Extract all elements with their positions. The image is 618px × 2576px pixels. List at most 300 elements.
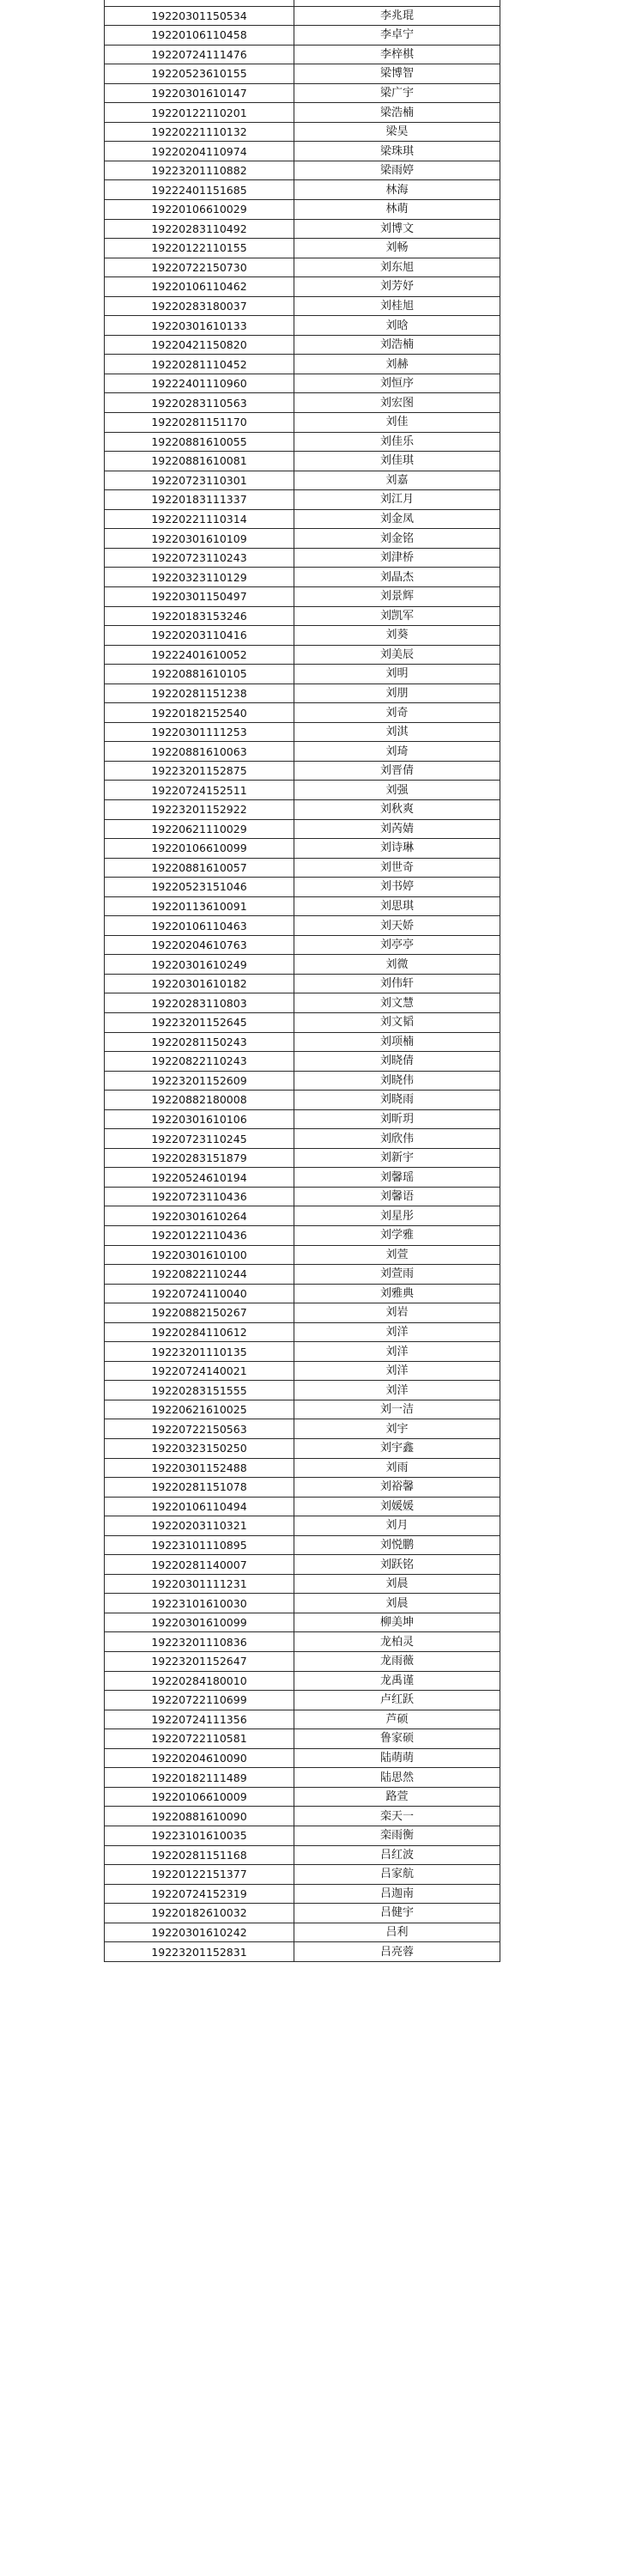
student-id-cell: 19220183153246 <box>105 606 294 626</box>
student-name-cell: 刘晓倩 <box>294 1052 500 1072</box>
table-row <box>105 1168 500 1188</box>
student-name-cell: 陆思然 <box>294 1768 500 1788</box>
table-row <box>105 665 500 684</box>
table-row <box>105 896 500 916</box>
student-name-cell: 刘金铭 <box>294 529 500 549</box>
student-id-cell: 19220106110463 <box>105 916 294 936</box>
table-row <box>105 1071 500 1091</box>
student-id-cell: 19220284180010 <box>105 1671 294 1691</box>
table-row <box>105 1400 500 1419</box>
table-row <box>105 1904 500 1923</box>
table-row <box>105 722 500 742</box>
student-id-cell: 19220301610100 <box>105 1245 294 1265</box>
student-name-cell: 林海 <box>294 180 500 200</box>
table-row <box>105 1884 500 1904</box>
student-name-cell: 刘跃铭 <box>294 1555 500 1575</box>
student-id-cell: 19220122110155 <box>105 239 294 258</box>
student-name-cell: 刘亭亭 <box>294 935 500 955</box>
table-row <box>105 1942 500 1962</box>
student-id-cell: 19220283151555 <box>105 1381 294 1400</box>
student-id-cell: 19220183111337 <box>105 490 294 510</box>
student-name-cell: 龙禹谨 <box>294 1671 500 1691</box>
student-name-cell: 刘天娇 <box>294 916 500 936</box>
student-name-cell: 刘嘉 <box>294 471 500 490</box>
student-id-cell: 19220283110803 <box>105 993 294 1013</box>
student-name-cell: 刘芮婧 <box>294 819 500 839</box>
student-id-cell: 19220621610025 <box>105 1400 294 1419</box>
table-row <box>105 1284 500 1303</box>
table-row <box>105 83 500 103</box>
table-row <box>105 1129 500 1149</box>
student-name-cell: 刘晶杰 <box>294 568 500 587</box>
table-row <box>105 219 500 239</box>
student-id-cell: 19220106110462 <box>105 277 294 297</box>
student-id-cell: 19220204110974 <box>105 142 294 161</box>
table-row <box>105 645 500 665</box>
table-row <box>105 355 500 374</box>
student-name-cell: 刘洋 <box>294 1381 500 1400</box>
table-row <box>105 1535 500 1555</box>
student-name-cell: 刘萱 <box>294 1245 500 1265</box>
table-row <box>105 1187 500 1206</box>
student-id-cell: 19220113610091 <box>105 896 294 916</box>
student-name-cell: 刘琦 <box>294 742 500 762</box>
student-name-cell: 刘明 <box>294 665 500 684</box>
student-id-cell: 19220822110244 <box>105 1265 294 1285</box>
student-id-cell: 19220723110301 <box>105 471 294 490</box>
table-row <box>105 1613 500 1632</box>
table-row <box>105 1342 500 1362</box>
student-id-cell: 19220881610055 <box>105 432 294 452</box>
table-row <box>105 878 500 897</box>
student-name-cell: 吕亮蓉 <box>294 1942 500 1962</box>
student-name-cell: 刘萱雨 <box>294 1265 500 1285</box>
student-name-cell: 刘景辉 <box>294 586 500 606</box>
student-id-cell: 19220523610155 <box>105 64 294 84</box>
table-row <box>105 1322 500 1342</box>
student-id-cell: 19220283180037 <box>105 296 294 316</box>
student-name-cell: 刘伟轩 <box>294 974 500 993</box>
student-id-cell: 19220203110321 <box>105 1516 294 1536</box>
table-row <box>105 26 500 46</box>
table-row <box>105 839 500 859</box>
table-row <box>105 683 500 703</box>
student-name-cell: 陆萌萌 <box>294 1748 500 1768</box>
student-name-cell: 龙雨薇 <box>294 1652 500 1672</box>
student-name-cell: 刘洋 <box>294 1322 500 1342</box>
table-row <box>105 1381 500 1400</box>
student-name-cell: 刘晋倩 <box>294 761 500 781</box>
student-id-cell: 19220204610763 <box>105 935 294 955</box>
student-id-cell: 19220301610242 <box>105 1923 294 1942</box>
student-id-cell: 19220301610106 <box>105 1109 294 1129</box>
roster-table <box>104 0 500 1962</box>
table-row <box>105 761 500 781</box>
student-id-cell: 19223201152609 <box>105 1071 294 1091</box>
student-name-cell: 刘佳乐 <box>294 432 500 452</box>
student-name-cell: 刘晗 <box>294 316 500 336</box>
student-id-cell: 19222401610052 <box>105 645 294 665</box>
table-row <box>105 1032 500 1052</box>
table-row <box>105 393 500 413</box>
student-name-cell: 刘悦鹏 <box>294 1535 500 1555</box>
student-name-cell: 刘凯军 <box>294 606 500 626</box>
student-id-cell: 19220301111253 <box>105 722 294 742</box>
student-name-cell: 刘思琪 <box>294 896 500 916</box>
student-id-cell: 19220722110581 <box>105 1729 294 1749</box>
table-row <box>105 6 500 26</box>
student-id-cell: 19220283110492 <box>105 219 294 239</box>
student-name-cell: 栾天一 <box>294 1807 500 1826</box>
student-name-cell: 鲁家硕 <box>294 1729 500 1749</box>
table-row <box>105 1632 500 1652</box>
table-row <box>105 1923 500 1942</box>
student-name-cell: 刘书婷 <box>294 878 500 897</box>
student-name-cell: 刘佳琪 <box>294 452 500 471</box>
table-row <box>105 1787 500 1807</box>
table-row <box>105 1265 500 1285</box>
table-row <box>105 413 500 433</box>
student-id-cell: 19220281151078 <box>105 1478 294 1498</box>
student-name-cell: 刘金凤 <box>294 509 500 529</box>
table-row <box>105 1845 500 1865</box>
student-id-cell: 19223101610035 <box>105 1826 294 1845</box>
table-row <box>105 1574 500 1594</box>
student-name-cell: 吕利 <box>294 1923 500 1942</box>
student-name-cell: 刘微 <box>294 955 500 975</box>
student-name-cell: 刘项楠 <box>294 1032 500 1052</box>
student-name-cell: 李兆琨 <box>294 6 500 26</box>
table-row <box>105 471 500 490</box>
student-id-cell: 19220722110699 <box>105 1691 294 1710</box>
student-name-cell: 刘畅 <box>294 239 500 258</box>
table-row <box>105 1516 500 1536</box>
student-name-cell: 梁珠琪 <box>294 142 500 161</box>
student-name-cell: 刘晓雨 <box>294 1091 500 1110</box>
student-name-cell: 刘芳妤 <box>294 277 500 297</box>
student-id-cell: 19223101110895 <box>105 1535 294 1555</box>
student-id-cell: 19220881610090 <box>105 1807 294 1826</box>
table-row <box>105 1594 500 1613</box>
student-id-cell: 19220284110612 <box>105 1322 294 1342</box>
student-name-cell: 刘江月 <box>294 490 500 510</box>
student-name-cell: 芦硕 <box>294 1710 500 1729</box>
table-row <box>105 1691 500 1710</box>
student-id-cell: 19223201110135 <box>105 1342 294 1362</box>
table-row <box>105 1012 500 1032</box>
table-row <box>105 1303 500 1323</box>
student-name-cell: 李卓宁 <box>294 26 500 46</box>
student-id-cell: 19223201110882 <box>105 161 294 180</box>
student-id-cell: 19220722150730 <box>105 258 294 277</box>
student-name-cell: 刘新宇 <box>294 1148 500 1168</box>
table-row <box>105 568 500 587</box>
student-id-cell: 19222401151685 <box>105 180 294 200</box>
table-row <box>105 0 500 6</box>
student-id-cell: 19223101610030 <box>105 1594 294 1613</box>
table-row <box>105 781 500 800</box>
table-row <box>105 452 500 471</box>
student-id-cell: 19220281110452 <box>105 355 294 374</box>
table-row <box>105 1729 500 1749</box>
student-id-cell: 19220881610081 <box>105 452 294 471</box>
table-row <box>105 858 500 878</box>
student-name-cell: 吕健宇 <box>294 1904 500 1923</box>
student-name-cell: 刘昕玥 <box>294 1109 500 1129</box>
student-name-cell: 林萌 <box>294 200 500 220</box>
student-id-cell: 19220283110563 <box>105 393 294 413</box>
student-name-cell: 刘奇 <box>294 703 500 723</box>
student-name-cell: 刘诗琳 <box>294 839 500 859</box>
student-id-cell: 19220724140021 <box>105 1361 294 1381</box>
student-id-cell: 19220723110243 <box>105 548 294 568</box>
student-id-cell: 19222401110960 <box>105 374 294 393</box>
student-id-cell: 19220621110029 <box>105 819 294 839</box>
student-id-cell: 19220106610029 <box>105 200 294 220</box>
table-row <box>105 103 500 123</box>
student-id-cell: 19220281150243 <box>105 1032 294 1052</box>
student-id-cell: 19220882150267 <box>105 1303 294 1323</box>
student-name-cell: 柳美坤 <box>294 1613 500 1632</box>
student-id-cell: 19223201152875 <box>105 761 294 781</box>
table-row <box>105 316 500 336</box>
student-id-cell: 19220723110245 <box>105 1129 294 1149</box>
table-row <box>105 742 500 762</box>
student-id-cell: 19220106110494 <box>105 1497 294 1516</box>
student-id-cell: 19220106610009 <box>105 1787 294 1807</box>
table-row <box>105 1109 500 1129</box>
student-id-cell: 19220283151879 <box>105 1148 294 1168</box>
student-name-cell: 刘宇 <box>294 1419 500 1439</box>
table-row <box>105 1458 500 1478</box>
student-id-cell: 19220822110243 <box>105 1052 294 1072</box>
student-name-cell: 刘文韬 <box>294 1012 500 1032</box>
table-row <box>105 1439 500 1459</box>
table-row <box>105 955 500 975</box>
student-name-cell: 刘晨 <box>294 1574 500 1594</box>
student-name-cell: 刘宏图 <box>294 393 500 413</box>
student-id-cell: 19220106610099 <box>105 839 294 859</box>
student-id-cell: 19220301152488 <box>105 1458 294 1478</box>
student-name-cell: 刘雨 <box>294 1458 500 1478</box>
table-row <box>105 1206 500 1226</box>
table-row <box>105 180 500 200</box>
student-id-cell: 19220323110129 <box>105 568 294 587</box>
student-name-cell: 栾雨衡 <box>294 1826 500 1845</box>
student-id-cell: 19220122110201 <box>105 103 294 123</box>
student-id-cell: 19220881610057 <box>105 858 294 878</box>
student-name-cell: 刘东旭 <box>294 258 500 277</box>
table-row <box>105 1826 500 1845</box>
student-name-cell: 刘岩 <box>294 1303 500 1323</box>
student-id-cell: 19220203110416 <box>105 626 294 646</box>
student-id-cell: 19223201152647 <box>105 1652 294 1672</box>
table-row <box>105 1652 500 1672</box>
table-row <box>105 1148 500 1168</box>
student-id-cell: 19220281151170 <box>105 413 294 433</box>
table-row <box>105 374 500 393</box>
student-id-cell: 19220724152319 <box>105 1884 294 1904</box>
table-row <box>105 916 500 936</box>
table-row <box>105 432 500 452</box>
table-row <box>105 335 500 355</box>
student-name-cell: 刘一洁 <box>294 1400 500 1419</box>
student-name-cell: 刘淇 <box>294 722 500 742</box>
student-id-cell: 19220182610032 <box>105 1904 294 1923</box>
student-id-cell: 19223201152922 <box>105 799 294 819</box>
student-id-cell: 19220301610147 <box>105 83 294 103</box>
student-name-cell: 刘秋爽 <box>294 799 500 819</box>
student-id-cell: 19220524610194 <box>105 1168 294 1188</box>
student-name-cell: 刘裕馨 <box>294 1478 500 1498</box>
student-id-cell: 19220722150563 <box>105 1419 294 1439</box>
student-id-cell: 19220723110436 <box>105 1187 294 1206</box>
table-row <box>105 239 500 258</box>
student-name-cell: 刘美辰 <box>294 645 500 665</box>
student-name-cell: 梁雨婷 <box>294 161 500 180</box>
student-id-cell: 19223201152645 <box>105 1012 294 1032</box>
student-id-cell: 19220301610182 <box>105 974 294 993</box>
table-row <box>105 45 500 64</box>
table-row <box>105 509 500 529</box>
student-id-cell: 19220882180008 <box>105 1091 294 1110</box>
student-id-cell: 19223201152831 <box>105 1942 294 1962</box>
student-name-cell: 梁昊 <box>294 122 500 142</box>
student-name-cell: 李梓棋 <box>294 45 500 64</box>
student-id-cell: 19220106110458 <box>105 26 294 46</box>
student-id-cell: 19220281151168 <box>105 1845 294 1865</box>
table-row <box>105 529 500 549</box>
student-name-cell: 刘欣伟 <box>294 1129 500 1149</box>
student-id-cell: 19220122110436 <box>105 1226 294 1246</box>
student-name-cell: 刘博文 <box>294 219 500 239</box>
student-name-cell: 刘朋 <box>294 683 500 703</box>
table-row <box>105 1710 500 1729</box>
student-id-cell: 19220281151238 <box>105 683 294 703</box>
table-row <box>105 296 500 316</box>
student-id-cell: 19220724111356 <box>105 1710 294 1729</box>
table-row <box>105 993 500 1013</box>
student-name-cell: 刘赫 <box>294 355 500 374</box>
student-id-cell: 19220523151046 <box>105 878 294 897</box>
student-name-cell: 刘洋 <box>294 1361 500 1381</box>
student-name-cell: 刘洋 <box>294 1342 500 1362</box>
student-name-cell: 刘浩楠 <box>294 335 500 355</box>
table-row <box>105 1555 500 1575</box>
table-row <box>105 1478 500 1498</box>
roster-table-body <box>105 0 500 1961</box>
student-id-cell: 19220301610099 <box>105 1613 294 1632</box>
table-row <box>105 200 500 220</box>
table-row <box>105 819 500 839</box>
student-name-cell: 吕红波 <box>294 1845 500 1865</box>
table-row <box>105 1052 500 1072</box>
student-id-cell: 19223201110836 <box>105 1632 294 1652</box>
student-id-cell <box>105 0 294 6</box>
student-name-cell: 龙柏灵 <box>294 1632 500 1652</box>
table-row <box>105 1807 500 1826</box>
table-row <box>105 799 500 819</box>
student-name-cell: 刘馨瑶 <box>294 1168 500 1188</box>
table-row <box>105 548 500 568</box>
student-name-cell: 路萱 <box>294 1787 500 1807</box>
table-row <box>105 277 500 297</box>
student-name-cell: 梁浩楠 <box>294 103 500 123</box>
student-id-cell: 19220301610133 <box>105 316 294 336</box>
student-id-cell: 19220724152511 <box>105 781 294 800</box>
student-name-cell: 刘星彤 <box>294 1206 500 1226</box>
table-row <box>105 974 500 993</box>
student-name-cell: 刘月 <box>294 1516 500 1536</box>
student-name-cell: 吕迦南 <box>294 1884 500 1904</box>
student-id-cell: 19220881610105 <box>105 665 294 684</box>
student-id-cell: 19220301610249 <box>105 955 294 975</box>
student-name-cell: 刘晨 <box>294 1594 500 1613</box>
student-id-cell: 19220182111489 <box>105 1768 294 1788</box>
student-name-cell: 刘馨语 <box>294 1187 500 1206</box>
student-id-cell: 19220421150820 <box>105 335 294 355</box>
student-name-cell: 刘媛媛 <box>294 1497 500 1516</box>
student-name-cell: 刘佳 <box>294 413 500 433</box>
student-id-cell: 19220301111231 <box>105 1574 294 1594</box>
table-row <box>105 142 500 161</box>
student-id-cell: 19220204610090 <box>105 1748 294 1768</box>
table-row <box>105 1865 500 1885</box>
student-id-cell: 19220881610063 <box>105 742 294 762</box>
table-row <box>105 1497 500 1516</box>
student-id-cell: 19220122151377 <box>105 1865 294 1885</box>
table-row <box>105 1671 500 1691</box>
student-name-cell: 吕家航 <box>294 1865 500 1885</box>
student-name-cell: 刘桂旭 <box>294 296 500 316</box>
table-row <box>105 1226 500 1246</box>
student-name-cell: 刘学雅 <box>294 1226 500 1246</box>
student-id-cell: 19220301150497 <box>105 586 294 606</box>
student-id-cell: 19220221110132 <box>105 122 294 142</box>
student-name-cell: 刘世奇 <box>294 858 500 878</box>
table-row <box>105 1768 500 1788</box>
table-row <box>105 1419 500 1439</box>
table-row <box>105 626 500 646</box>
table-row <box>105 606 500 626</box>
student-name-cell: 刘雅典 <box>294 1284 500 1303</box>
student-name-cell: 刘恒序 <box>294 374 500 393</box>
table-row <box>105 1361 500 1381</box>
student-name-cell: 刘津桥 <box>294 548 500 568</box>
table-row <box>105 703 500 723</box>
student-name-cell: 梁广宇 <box>294 83 500 103</box>
table-row <box>105 161 500 180</box>
student-name-cell: 梁博智 <box>294 64 500 84</box>
student-id-cell: 19220301150534 <box>105 6 294 26</box>
table-row <box>105 258 500 277</box>
student-id-cell: 19220281140007 <box>105 1555 294 1575</box>
student-id-cell: 19220221110314 <box>105 509 294 529</box>
table-row <box>105 122 500 142</box>
student-id-cell: 19220182152540 <box>105 703 294 723</box>
student-name-cell: 刘文慧 <box>294 993 500 1013</box>
table-row <box>105 490 500 510</box>
table-row <box>105 1091 500 1110</box>
student-name-cell: 刘宇鑫 <box>294 1439 500 1459</box>
student-id-cell: 19220323150250 <box>105 1439 294 1459</box>
student-id-cell: 19220301610109 <box>105 529 294 549</box>
table-row <box>105 1245 500 1265</box>
student-name-cell <box>294 0 500 6</box>
student-name-cell: 刘晓伟 <box>294 1071 500 1091</box>
student-id-cell: 19220724111476 <box>105 45 294 64</box>
student-id-cell: 19220301610264 <box>105 1206 294 1226</box>
